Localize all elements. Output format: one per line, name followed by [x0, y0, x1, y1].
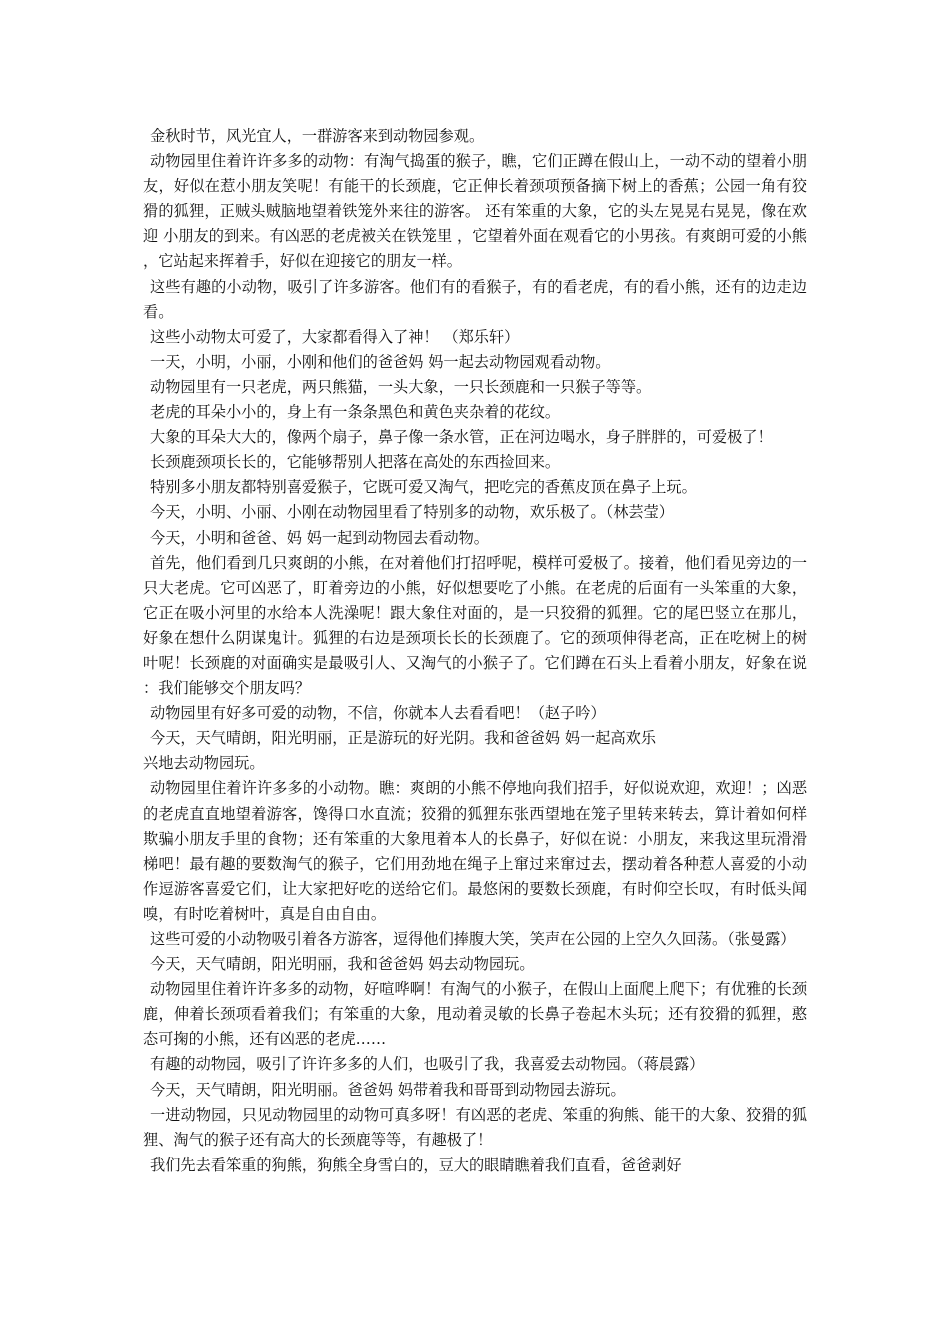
paragraph: 首先，他们看到几只爽朗的小熊，在对着他们打招呼呢，模样可爱极了。接着，他们看见旁边的一只大老虎。它可凶恶了，盯着旁边的小熊，好似想要吃了小熊。在老虎的后面有一头笨重的大象，它正在吸小河里的水给本人洗澡呢！跟大象住对面的，是一只狡猾的狐狸。它的尾巴竖立在那儿，好象在想什么阴谋鬼计。狐狸的右边是颈项长长的长颈鹿了。它的颈项伸得老高，正在吃树上的树叶呢！长颈鹿的对面确实是最吸引人、又淘气的小猴子了。它们蹲在石头上看着小朋友，好象在说：我们能够交个朋友吗？: [143, 553, 807, 698]
paragraph: 这些有趣的小动物，吸引了许多游客。他们有的看猴子，有的看老虎，有的看小熊，还有的边走边看。: [143, 277, 807, 321]
paragraph: 今天，小明、小丽、小刚在动物园里看了特别多的动物，欢乐极了。（林芸莹）: [150, 503, 674, 522]
paragraph: 这些小动物太可爱了，大家都看得入了神！ （郑乐轩）: [150, 327, 520, 346]
paragraph: 金秋时节，风光宜人，一群游客来到动物园参观。: [150, 127, 485, 145]
paragraph: 动物园里有一只老虎，两只熊猫，一头大象，一只长颈鹿和一只猴子等等。: [150, 377, 652, 396]
paragraph: 一进动物园，只见动物园里的动物可真多呀！有凶恶的老虎、笨重的狗熊、能干的大象、狡猾的狐狸、淘气的猴子还有高大的长颈鹿等等，有趣极了！: [143, 1105, 807, 1149]
paragraph: 动物园里有好多可爱的动物，不信，你就本人去看看吧！（赵子吟）: [150, 704, 606, 723]
paragraph: 老虎的耳朵小小的，身上有一条条黑色和黄色夹杂着的花纹。: [150, 403, 561, 422]
paragraph: 今天，天气晴朗，阳光明丽，正是游玩的好光阴。我和爸爸妈 妈一起高欢乐: [150, 729, 657, 748]
paragraph: 动物园里住着许许多多的动物，好喧哗啊！有淘气的小猴子，在假山上面爬上爬下；有优雅的长颈鹿，伸着长颈项看着我们；有笨重的大象，甩动着灵敏的长鼻子卷起木头玩；还有狡猾的狐狸，憨态可掬的小熊，还有凶恶的老虎……: [143, 980, 807, 1049]
paragraph: 动物园里住着许许多多的动物：有淘气捣蛋的猴子，瞧，它们正蹲在假山上，一动不动的望着小朋友，好似在惹小朋友笑呢！有能干的长颈鹿，它正伸长着颈项预备摘下树上的香蕉；公园一角有狡猾的狐狸，正贼头贼脑地望着铁笼外来往的游客。 还有笨重的大象，它的头左晃晃右晃晃，像在欢迎 小朋友的到来。有凶恶的老虎被关在铁笼里 ，它望着外面在观看它的小男孩。有爽朗可爱的小熊，它站起来挥着手，好似在迎接它的朋友一样。: [143, 152, 807, 271]
paragraph: 动物园里住着许许多多的小动物。瞧：爽朗的小熊不停地向我们招手，好似说欢迎，欢迎！；凶恶的老虎直直地望着游客，馋得口水直流；狡猾的狐狸东张西望地在笼子里转来转去，算计着如何样欺骗小朋友手里的食物；还有笨重的大象甩着本人的长鼻子，好似在说：小朋友，来我这里玩滑滑梯吧！最有趣的要数淘气的猴子，它们用劲地在绳子上窜过来窜过去，摆动着各种惹人喜爱的小动作逗游客喜爱它们，让大家把好吃的送给它们。最悠闲的要数长颈鹿，有时仰空长叹，有时低头闻嗅，有时吃着树叶，真是自由自由。: [143, 779, 807, 923]
paragraph: 今天，天气晴朗，阳光明丽。爸爸妈 妈带着我和哥哥到动物园去游玩。: [150, 1080, 626, 1099]
paragraph: 今天，小明和爸爸、妈 妈一起到动物园去看动物。: [150, 528, 489, 547]
paragraph: 兴地去动物园玩。: [143, 754, 265, 773]
paragraph: 这些可爱的小动物吸引着各方游客，逗得他们捧腹大笑，笑声在公园的上空久久回荡。（张曼露）: [150, 930, 796, 948]
paragraph: 今天，天气晴朗，阳光明丽，我和爸爸妈 妈去动物园玩。: [150, 955, 535, 974]
paragraph: 我们先去看笨重的狗熊，狗熊全身雪白的，豆大的眼睛瞧着我们直看，爸爸剥好: [150, 1155, 682, 1174]
article-body: [143, 124, 807, 1178]
paragraph: 特别多小朋友都特别喜爱猴子，它既可爱又淘气，把吃完的香蕉皮顶在鼻子上玩。: [150, 478, 697, 497]
paragraph: 一天，小明，小丽，小刚和他们的爸爸妈 妈一起去动物园观看动物。: [150, 352, 611, 371]
paragraph: 大象的耳朵大大的，像两个扇子，鼻子像一条水管，正在河边喝水，身子胖胖的，可爱极了！: [150, 428, 773, 447]
paragraph: 长颈鹿颈项长长的，它能够帮别人把落在高处的东西捡回来。: [150, 453, 561, 472]
paragraph: 有趣的动物园，吸引了许许多多的人们，也吸引了我，我喜爱去动物园。（蒋晨露）: [150, 1055, 705, 1074]
